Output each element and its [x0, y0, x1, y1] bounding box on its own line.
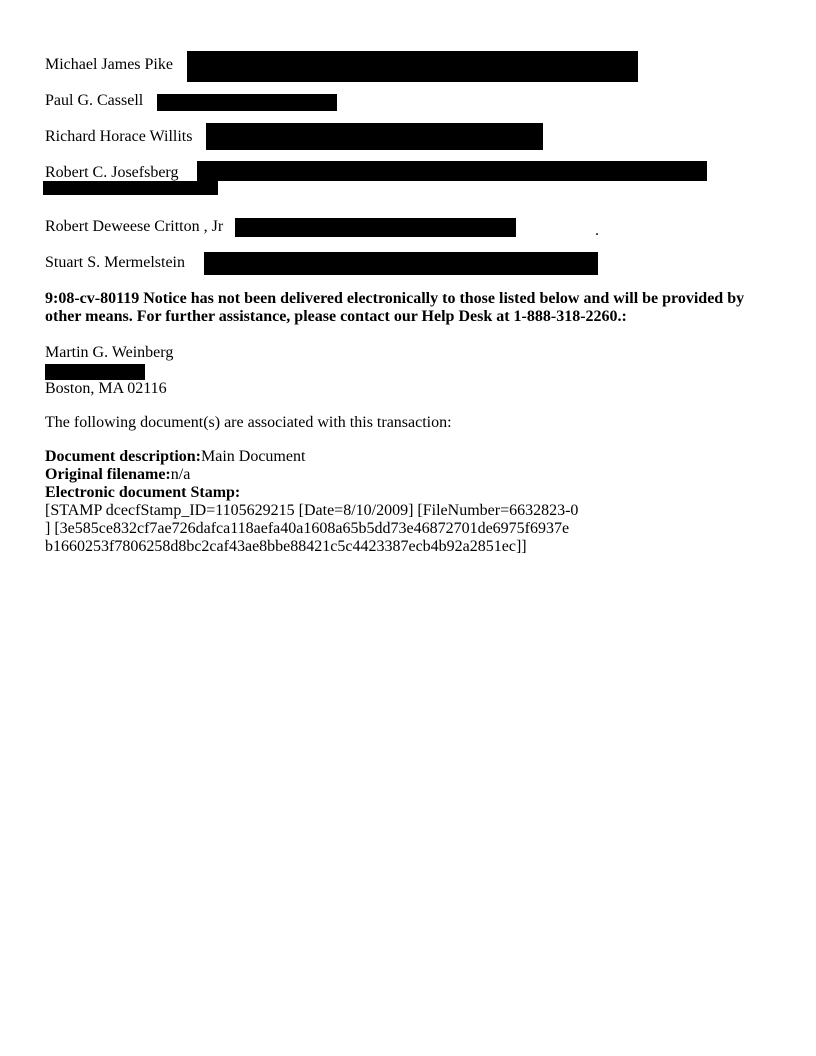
description-value: Main Document	[200, 448, 306, 465]
redaction-box	[206, 123, 543, 150]
filename-value: n/a	[170, 466, 191, 483]
document-description	[45, 448, 305, 466]
redaction-box	[157, 94, 337, 111]
redaction-box	[235, 218, 516, 237]
stamp-line: ] [3e585ce832cf7ae726dafca118aefa40a1608a65b5dd73e46872701de6975f6937e	[45, 520, 570, 537]
stamp-line: [STAMP dcecfStamp_ID=1105629215 [Date=8/10/2009] [FileNumber=6632823-0	[45, 502, 579, 519]
redaction-box	[43, 181, 218, 195]
document-filename	[45, 466, 190, 484]
trailing-period: .	[595, 222, 599, 239]
notice-line-1: 9:08-cv-80119 Notice has not been delivered electronically to those listed below and will be provided by	[45, 290, 745, 307]
recipient-name: Michael James Pike	[45, 56, 173, 73]
stamp-line: b1660253f7806258d8bc2caf43ae8bbe88421c5c4423387ecb4b92a2851ec]]	[45, 538, 527, 555]
redaction-box	[197, 161, 707, 181]
recipient-name: Robert C. Josefsberg	[45, 164, 179, 181]
recipient-name: Stuart S. Mermelstein	[45, 254, 185, 271]
other-recipient-name: Martin G. Weinberg	[45, 344, 174, 361]
redaction-box	[204, 252, 598, 275]
description-label: Document description:	[45, 448, 201, 465]
other-recipient-city: Boston, MA 02116	[45, 380, 167, 397]
recipient-name: Richard Horace Willits	[45, 128, 193, 145]
filename-label: Original filename:	[45, 466, 171, 483]
recipient-name: Robert Deweese Critton , Jr	[45, 218, 224, 235]
redaction-box	[45, 364, 145, 380]
documents-intro: The following document(s) are associated with this transaction:	[45, 414, 452, 431]
notice-line-2: other means. For further assistance, please contact our Help Desk at 1-888-318-2260.:	[45, 308, 627, 325]
recipient-name: Paul G. Cassell	[45, 92, 144, 109]
redaction-box	[187, 51, 638, 82]
stamp-label: Electronic document Stamp:	[45, 484, 241, 501]
